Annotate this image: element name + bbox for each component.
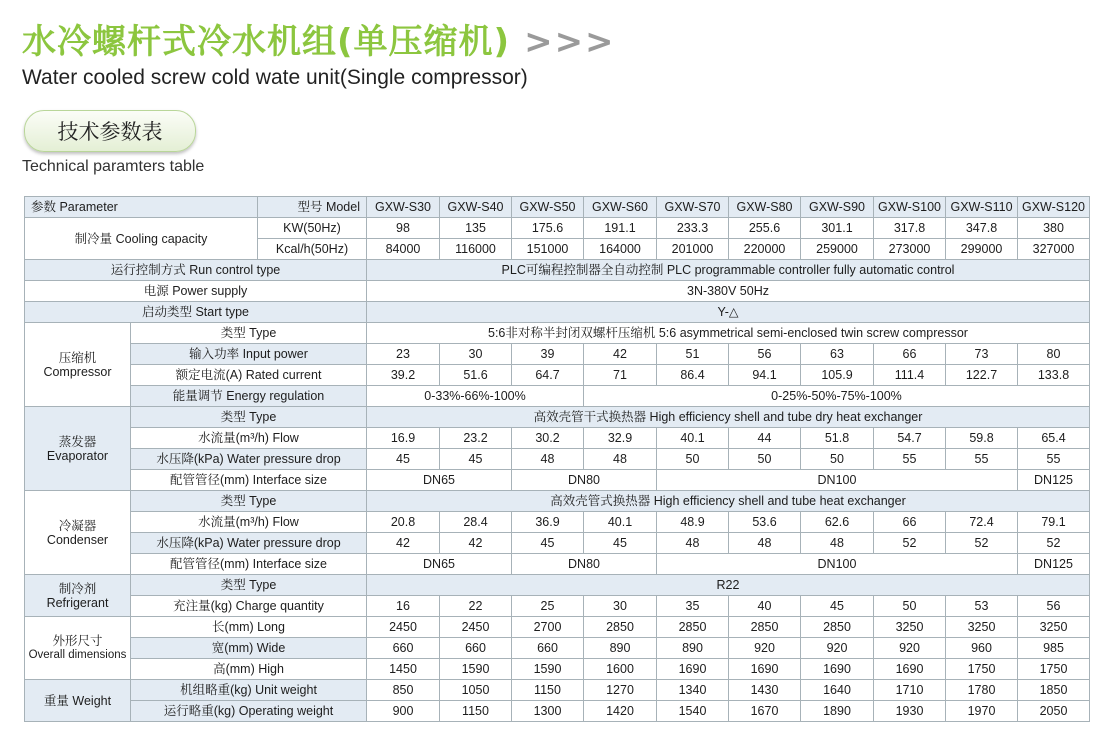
table-cell: 890 (584, 638, 657, 659)
table-row (25, 617, 1090, 638)
table-cell: 28.4 (440, 512, 512, 533)
table-cell: 347.8 (946, 218, 1018, 239)
table-cell: 2850 (801, 617, 874, 638)
table-cell: DN80 (512, 470, 657, 491)
charge-label: 充注量(kg) Charge quantity (131, 596, 367, 617)
table-cell: 1450 (367, 659, 440, 680)
spec-table (24, 196, 1090, 722)
table-cell: 105.9 (801, 365, 874, 386)
table-cell: 2450 (440, 617, 512, 638)
table-cell: 1780 (946, 680, 1018, 701)
table-row (25, 449, 1090, 470)
table-cell: DN65 (367, 554, 512, 575)
table-row (25, 344, 1090, 365)
table-cell: 151000 (512, 239, 584, 260)
table-cell: DN80 (512, 554, 657, 575)
compressor-label (25, 323, 131, 407)
table-cell: 30 (584, 596, 657, 617)
table-cell: 2850 (729, 617, 801, 638)
table-subtitle: Technical paramters table (22, 158, 205, 175)
table-cell: 51 (657, 344, 729, 365)
compressor-label-cn: 压缩机 (58, 350, 97, 365)
unit-weight-label: 机组略重(kg) Unit weight (131, 680, 367, 701)
dimensions-label (25, 617, 131, 680)
table-cell: 50 (729, 449, 801, 470)
table-cell: 2850 (657, 617, 729, 638)
refrigerant-label-cn: 制冷剂 (58, 581, 97, 596)
long-label: 长(mm) Long (131, 617, 367, 638)
table-cell: 30 (440, 344, 512, 365)
table-cell: 116000 (440, 239, 512, 260)
table-row (25, 554, 1090, 575)
high-label: 高(mm) High (131, 659, 367, 680)
model-cell: GXW-S50 (512, 197, 584, 218)
cooling-capacity-label: 制冷量 Cooling capacity (25, 218, 258, 260)
table-cell: 920 (729, 638, 801, 659)
table-row (25, 512, 1090, 533)
model-cell: GXW-S80 (729, 197, 801, 218)
table-cell: 52 (1018, 533, 1090, 554)
table-cell: 1150 (512, 680, 584, 701)
table-cell: 380 (1018, 218, 1090, 239)
table-cell: 45 (801, 596, 874, 617)
input-power-label: 输入功率 Input power (131, 344, 367, 365)
wide-label: 宽(mm) Wide (131, 638, 367, 659)
table-cell: 56 (729, 344, 801, 365)
table-cell: 50 (874, 596, 946, 617)
weight-label: 重量 Weight (25, 680, 131, 722)
table-cell: 890 (657, 638, 729, 659)
table-cell: 1050 (440, 680, 512, 701)
table-cell: 1340 (657, 680, 729, 701)
table-cell: 55 (946, 449, 1018, 470)
table-row (25, 260, 1090, 281)
table-cell: 20.8 (367, 512, 440, 533)
table-cell: 55 (874, 449, 946, 470)
section-pill: 技术参数表 (24, 110, 196, 152)
table-cell: 3250 (1018, 617, 1090, 638)
table-row (25, 407, 1090, 428)
table-cell: 220000 (729, 239, 801, 260)
model-cell: GXW-S40 (440, 197, 512, 218)
spec-table-body (25, 197, 1090, 722)
condenser-type-value: 高效壳管式换热器 High efficiency shell and tube heat exchanger (367, 491, 1090, 512)
table-cell: 59.8 (946, 428, 1018, 449)
table-cell: 1890 (801, 701, 874, 722)
table-cell: 1430 (729, 680, 801, 701)
table-cell: 1750 (1018, 659, 1090, 680)
table-cell: DN65 (367, 470, 512, 491)
evaporator-flow-label: 水流量(m³/h) Flow (131, 428, 367, 449)
compressor-label-en: Compressor (43, 364, 112, 379)
condenser-label (25, 491, 131, 575)
table-cell: 50 (801, 449, 874, 470)
table-cell: 1750 (946, 659, 1018, 680)
table-cell: 84000 (367, 239, 440, 260)
energy-regulation-b: 0-25%-50%-75%-100% (584, 386, 1090, 407)
table-cell: 66 (874, 512, 946, 533)
table-row (25, 281, 1090, 302)
table-row (25, 323, 1090, 344)
table-cell: 960 (946, 638, 1018, 659)
model-cell: GXW-S60 (584, 197, 657, 218)
table-row (25, 533, 1090, 554)
table-cell: 255.6 (729, 218, 801, 239)
table-cell: 1690 (874, 659, 946, 680)
table-cell: 660 (440, 638, 512, 659)
start-type-label: 启动类型 Start type (25, 302, 367, 323)
table-cell: 16 (367, 596, 440, 617)
table-cell: 299000 (946, 239, 1018, 260)
table-cell: 22 (440, 596, 512, 617)
table-cell: 79.1 (1018, 512, 1090, 533)
table-cell: 40.1 (584, 512, 657, 533)
table-cell: 48 (657, 533, 729, 554)
table-cell: 3250 (874, 617, 946, 638)
table-cell: 45 (367, 449, 440, 470)
table-cell: 36.9 (512, 512, 584, 533)
table-cell: 1690 (801, 659, 874, 680)
table-cell: 1710 (874, 680, 946, 701)
table-cell: 1540 (657, 701, 729, 722)
table-row (25, 638, 1090, 659)
table-cell: 39.2 (367, 365, 440, 386)
table-cell: 65.4 (1018, 428, 1090, 449)
condenser-label-en: Condenser (46, 532, 109, 547)
table-row (25, 659, 1090, 680)
evaporator-label-cn: 蒸发器 (58, 434, 97, 449)
table-cell: 40 (729, 596, 801, 617)
table-cell: 45 (440, 449, 512, 470)
dimensions-label-cn: 外形尺寸 (52, 634, 103, 648)
table-cell: 122.7 (946, 365, 1018, 386)
kcal-unit: Kcal/h(50Hz) (258, 239, 367, 260)
model-cell: GXW-S30 (367, 197, 440, 218)
table-cell: 1420 (584, 701, 657, 722)
table-cell: 164000 (584, 239, 657, 260)
model-cell: GXW-S100 (874, 197, 946, 218)
table-cell: 48 (584, 449, 657, 470)
evaporator-type-value: 高效壳管干式换热器 High efficiency shell and tube dry heat exchanger (367, 407, 1090, 428)
table-cell: 2700 (512, 617, 584, 638)
compressor-type-value: 5:6非对称半封闭双螺杆压缩机 5:6 asymmetrical semi-enclosed twin screw compressor (367, 323, 1090, 344)
table-cell: 30.2 (512, 428, 584, 449)
table-row (25, 701, 1090, 722)
table-cell: 23 (367, 344, 440, 365)
table-cell: 1600 (584, 659, 657, 680)
model-cell: GXW-S90 (801, 197, 874, 218)
refrigerant-label-en: Refrigerant (46, 595, 109, 610)
table-row (25, 365, 1090, 386)
table-cell: 3250 (946, 617, 1018, 638)
power-supply-label: 电源 Power supply (25, 281, 367, 302)
table-cell: 72.4 (946, 512, 1018, 533)
table-row (25, 575, 1090, 596)
table-cell: 40.1 (657, 428, 729, 449)
table-cell: 71 (584, 365, 657, 386)
table-cell: 660 (512, 638, 584, 659)
table-cell: 98 (367, 218, 440, 239)
energy-regulation-a: 0-33%-66%-100% (367, 386, 584, 407)
table-cell: 985 (1018, 638, 1090, 659)
operating-weight-label: 运行略重(kg) Operating weight (131, 701, 367, 722)
refrigerant-label (25, 575, 131, 617)
table-cell: 48 (512, 449, 584, 470)
table-cell: 111.4 (874, 365, 946, 386)
refrigerant-type-value: R22 (367, 575, 1090, 596)
table-cell: 1850 (1018, 680, 1090, 701)
table-cell: 64.7 (512, 365, 584, 386)
evaporator-label-en: Evaporator (46, 448, 109, 463)
table-cell: 233.3 (657, 218, 729, 239)
evaporator-label (25, 407, 131, 491)
model-cell: GXW-S120 (1018, 197, 1090, 218)
table-cell: 80 (1018, 344, 1090, 365)
table-cell: 301.1 (801, 218, 874, 239)
model-header: 型号 Model (258, 197, 367, 218)
param-header: 参数 Parameter (25, 197, 258, 218)
table-cell: 55 (1018, 449, 1090, 470)
table-cell: 94.1 (729, 365, 801, 386)
table-cell: 317.8 (874, 218, 946, 239)
table-cell: 920 (874, 638, 946, 659)
condenser-drop-label: 水压降(kPa) Water pressure drop (131, 533, 367, 554)
table-cell: 48 (729, 533, 801, 554)
table-cell: 1670 (729, 701, 801, 722)
table-cell: 62.6 (801, 512, 874, 533)
table-cell: 53 (946, 596, 1018, 617)
table-row (25, 197, 1090, 218)
dimensions-label-en: Overall dimensions (28, 649, 127, 661)
table-cell: 201000 (657, 239, 729, 260)
table-cell: 16.9 (367, 428, 440, 449)
table-row (25, 491, 1090, 512)
table-row (25, 680, 1090, 701)
table-cell: 133.8 (1018, 365, 1090, 386)
table-cell: 2050 (1018, 701, 1090, 722)
table-cell: 135 (440, 218, 512, 239)
table-cell: 1590 (512, 659, 584, 680)
table-cell: 1640 (801, 680, 874, 701)
table-cell: 2850 (584, 617, 657, 638)
compressor-type-label: 类型 Type (131, 323, 367, 344)
table-cell: 51.6 (440, 365, 512, 386)
table-cell: 1690 (657, 659, 729, 680)
table-cell: DN100 (657, 470, 1018, 491)
arrows-decoration: >>> (524, 22, 616, 62)
table-cell: 39 (512, 344, 584, 365)
evaporator-iface-label: 配管管径(mm) Interface size (131, 470, 367, 491)
run-control-label: 运行控制方式 Run control type (25, 260, 367, 281)
table-cell: 63 (801, 344, 874, 365)
table-cell: 23.2 (440, 428, 512, 449)
table-cell: DN125 (1018, 554, 1090, 575)
condenser-flow-label: 水流量(m³/h) Flow (131, 512, 367, 533)
table-row (25, 428, 1090, 449)
table-cell: 66 (874, 344, 946, 365)
table-row (25, 218, 1090, 239)
table-cell: 52 (946, 533, 1018, 554)
rated-current-label: 额定电流(A) Rated current (131, 365, 367, 386)
table-cell: 327000 (1018, 239, 1090, 260)
table-cell: 273000 (874, 239, 946, 260)
table-cell: 48 (801, 533, 874, 554)
condenser-label-cn: 冷凝器 (58, 518, 97, 533)
table-row (25, 596, 1090, 617)
table-cell: 52 (874, 533, 946, 554)
condenser-iface-label: 配管管径(mm) Interface size (131, 554, 367, 575)
table-cell: 1930 (874, 701, 946, 722)
table-cell: 45 (584, 533, 657, 554)
table-cell: 50 (657, 449, 729, 470)
table-cell: 35 (657, 596, 729, 617)
table-cell: 56 (1018, 596, 1090, 617)
energy-regulation-label: 能量调节 Energy regulation (131, 386, 367, 407)
table-cell: 48.9 (657, 512, 729, 533)
table-cell: 51.8 (801, 428, 874, 449)
power-supply-value: 3N-380V 50Hz (367, 281, 1090, 302)
kw-unit: KW(50Hz) (258, 218, 367, 239)
run-control-value: PLC可编程控制器全自动控制 PLC programmable controller fully automatic control (367, 260, 1090, 281)
table-cell: 44 (729, 428, 801, 449)
table-cell: 2450 (367, 617, 440, 638)
table-row (25, 386, 1090, 407)
table-cell: 920 (801, 638, 874, 659)
page-title (22, 20, 616, 64)
table-cell: 175.6 (512, 218, 584, 239)
table-cell: 660 (367, 638, 440, 659)
table-cell: 1970 (946, 701, 1018, 722)
table-cell: 53.6 (729, 512, 801, 533)
evaporator-type-label: 类型 Type (131, 407, 367, 428)
table-cell: 1270 (584, 680, 657, 701)
model-cell: GXW-S110 (946, 197, 1018, 218)
table-cell: 73 (946, 344, 1018, 365)
refrigerant-type-label: 类型 Type (131, 575, 367, 596)
page-title-english: Water cooled screw cold wate unit(Single compressor) (22, 66, 528, 89)
table-cell: 1150 (440, 701, 512, 722)
table-cell: 86.4 (657, 365, 729, 386)
table-cell: 32.9 (584, 428, 657, 449)
table-cell: 45 (512, 533, 584, 554)
start-type-value: Y-△ (367, 302, 1090, 323)
table-cell: DN125 (1018, 470, 1090, 491)
table-cell: 1590 (440, 659, 512, 680)
table-cell: 42 (367, 533, 440, 554)
table-cell: 191.1 (584, 218, 657, 239)
model-cell: GXW-S70 (657, 197, 729, 218)
table-cell: 42 (440, 533, 512, 554)
table-row (25, 302, 1090, 323)
table-cell: 42 (584, 344, 657, 365)
table-cell: 850 (367, 680, 440, 701)
table-cell: 1690 (729, 659, 801, 680)
table-cell: 900 (367, 701, 440, 722)
table-cell: 54.7 (874, 428, 946, 449)
table-row (25, 470, 1090, 491)
condenser-type-label: 类型 Type (131, 491, 367, 512)
evaporator-drop-label: 水压降(kPa) Water pressure drop (131, 449, 367, 470)
table-cell: DN100 (657, 554, 1018, 575)
table-cell: 259000 (801, 239, 874, 260)
title-cn: 水冷螺杆式冷水机组(单压缩机) (22, 22, 511, 62)
table-cell: 25 (512, 596, 584, 617)
table-cell: 1300 (512, 701, 584, 722)
